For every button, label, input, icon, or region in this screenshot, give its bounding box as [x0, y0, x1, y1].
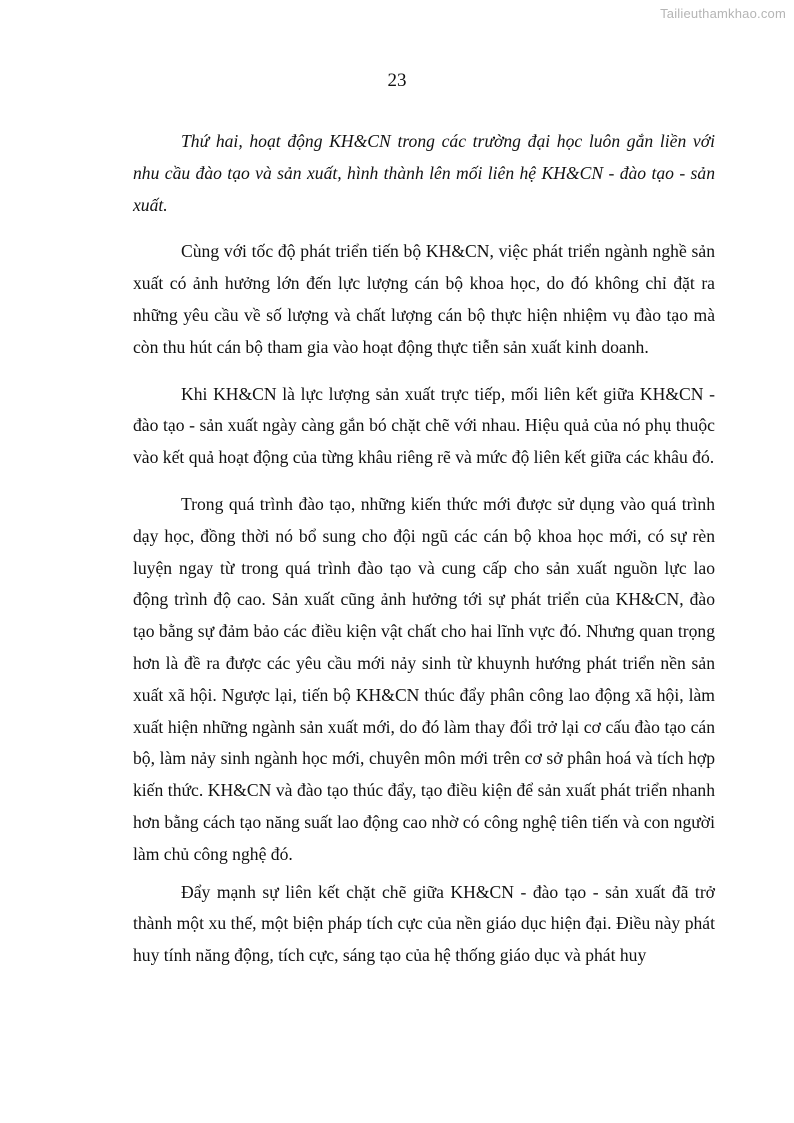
paragraph: Cùng với tốc độ phát triển tiến bộ KH&CN, việc phát triển ngành nghề sản xuất có ảnh hưởng lớn đến lực lượng cán bộ khoa học, do đó không chỉ đặt ra những yêu cầu về số lượng và chất lượng cán bộ thực hiện nhiệm vụ đào tạo mà còn thu hút cán bộ tham gia vào hoạt động thực tiễn sản xuất kinh doanh. [133, 241, 715, 357]
document-body [133, 126, 715, 987]
page-number: 23 [387, 70, 407, 91]
paragraph-intro: Thứ hai, hoạt động KH&CN trong các trường đại học luôn gắn liền với nhu cầu đào tạo và sản xuất, hình thành lên mối liên hệ KH&CN - đào tạo - sản xuất. [133, 131, 715, 215]
watermark: Tailieuthamkhao.com [660, 6, 786, 21]
paragraph: Đẩy mạnh sự liên kết chặt chẽ giữa KH&CN - đào tạo - sản xuất đã trở thành một xu thế, một biện pháp tích cực của nền giáo dục hiện đại. Điều này phát huy tính năng động, tích cực, sáng tạo của hệ thống giáo dục và phát huy [133, 881, 715, 966]
paragraph: Trong quá trình đào tạo, những kiến thức mới được sử dụng vào quá trình dạy học, đồng thời nó bổ sung cho đội ngũ các cán bộ khoa học mới, có sự rèn luyện ngay từ trong quá trình đào tạo và cung cấp cho sản xuất nguồn lực lao động trình độ cao. Sản xuất cũng ảnh hưởng tới sự phát triển của KH&CN, đào tạo bằng sự đảm bảo các điều kiện vật chất cho hai lĩnh vực đó. Nhưng quan trọng hơn là đề ra được các yêu cầu mới nảy sinh từ khuynh hướng phát triển nền sản xuất xã hội. Ngược lại, tiến bộ KH&CN thúc đẩy phân công lao động xã hội, làm xuất hiện những ngành sản xuất mới, do đó làm thay đổi trở lại cơ cấu đào tạo cán bộ, làm nảy sinh ngành học mới, chuyên môn mới trên cơ sở phân hoá và tích hợp kiến thức. KH&CN và đào tạo thúc đẩy, tạo điều kiện để sản xuất phát triển nhanh hơn bằng cách tạo năng suất lao động cao nhờ có công nghệ tiên tiến và con người làm chủ công nghệ đó. [133, 493, 715, 864]
paragraph: Khi KH&CN là lực lượng sản xuất trực tiếp, mối liên kết giữa KH&CN - đào tạo - sản xuất ngày càng gắn bó chặt chẽ với nhau. Hiệu quả của nó phụ thuộc vào kết quả hoạt động của từng khâu riêng rẽ và mức độ liên kết giữa các khâu đó. [133, 383, 715, 468]
